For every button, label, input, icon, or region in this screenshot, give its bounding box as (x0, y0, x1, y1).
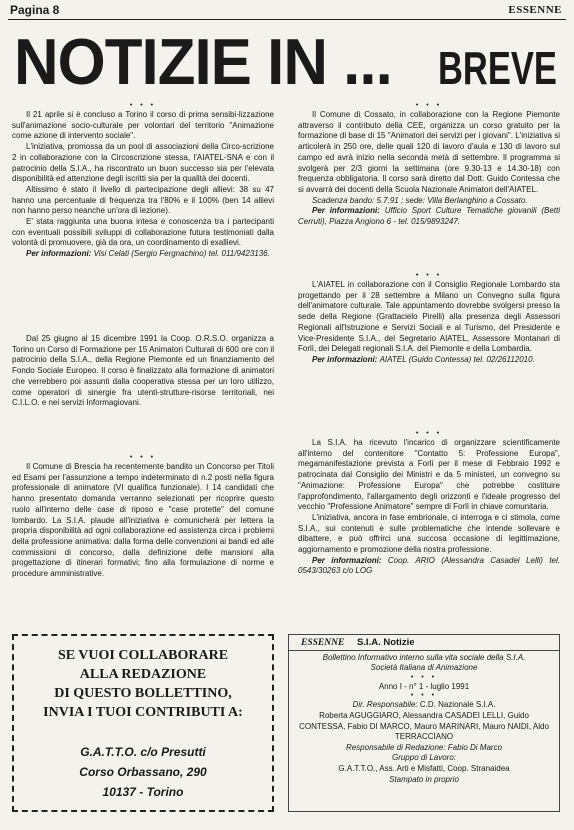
paragraph: Altissimo è stato il livello di partecipazione degli allievi: 38 su 47 hanno una percentuale di frequenza tra l'80% e il 100% (ben 14 allievi non hanno perso neanche un'ora di lezione). (12, 184, 274, 216)
paragraph: E' stata raggiunta una buona intesa e conoscenza tra i partecipanti con eventuali possibili sviluppi di collaborazione futura testimoniati dalla volontà di promuovere, già da ora, un coordinamento di exallievi. (12, 217, 274, 248)
deadline-line: Scadenza bando: 5.7.91 ; sede: Villa Berlanghino a Cossato. (312, 195, 528, 205)
director-text: C.D. Nazionale S.I.A. (419, 700, 496, 710)
director-label: Dir. Responsabile: (352, 700, 418, 710)
info-label: Per informazioni: (26, 249, 92, 259)
info-label: Per informazioni: (312, 555, 382, 565)
info-text: Ufficio Sport Culture Tematiche giovanili (Betti Cerruti), Piazza Angiono 6 - tel. 015/9893247. (298, 206, 560, 227)
page-number: Pagina 8 (10, 3, 60, 17)
info-line (298, 556, 560, 577)
issue-line: Anno I - n° 1 - luglio 1991 (378, 681, 470, 691)
paragraph: Il 21 aprile si è concluso a Torino il corso di prima sensibi-lizzazione sull'animazione socio-culturale per volontari del territorio "Animazione come azione di intervento sociale". (12, 110, 274, 141)
masthead-content (297, 638, 551, 785)
title-main: NOTIZIE IN ... (14, 25, 392, 98)
director-line (297, 700, 551, 711)
article-professione-europa (298, 430, 560, 577)
paragraph: Il Comune di Brescia ha recentemente bandito un Concorso per Titoli ed Esami per l'assunzione a tempo indeterminato di n.2 posti nella figura professionale di animatore (VI qualifica funzionale). I 14 candidati che hanno presentato domanda verranno selezionati per ricoprire questo ruolo all'interno delle case di riposo e "case protette" del comune lombardo. La S.I.A. plaude all'iniziativa e comunicherà per lettera la propria disponibilità ad ogni collaborazione ed assistenza circa i problemi della professione animativa: dalla forma delle convenzioni ai bandi ed alle commissioni di concorso, dalla definizione delle mansioni alla progettazione di itinerari formativi; fino alla formulazione di norme e procedure amministrative. (12, 462, 274, 579)
info-line (298, 355, 560, 366)
editor-line (297, 743, 551, 754)
article-brescia-concorso (12, 454, 274, 580)
paragraph: L'iniziativa, promossa da un pool di associazioni della Circo-scrizione 2 in collaborazione con la Circoscrizione stessa, l'AIATEL-SNA e con il patrocinio della S.I.A., ha riscontrato un buon successo sia per l'elevata disponibilità ed attenzione degli iscritti sia per la qualità dei docenti. (12, 142, 274, 184)
editor-text: Fabio Di Marco (447, 742, 503, 752)
ornament: • • • (415, 272, 443, 279)
paragraph: La S.I.A. ha ricevuto l'incarico di organizzare scientificamente all'interno del contenitore "Contatto 5: Professione Europa", megamanifestazione prevista a Forlì per il mese di Febbraio 1992 e patrocinata dal Consiglio dei Ministri e da 5 ministeri, un convegno su "Animazione: Professione Europa" che potrebbe costituire l'approfondimento, l'allargamento degli orizzonti e l'ideale progresso del vecchio "Professione Animatore" sempre di Forlì in chiave comunitaria. (298, 438, 560, 512)
info-text: AIATEL (Guido Contessa) tel. 02/26112010. (379, 354, 535, 364)
info-label: Per informazioni: (312, 354, 378, 364)
print-line: Stampato in proprio (389, 774, 459, 784)
collab-line: DI QUESTO BOLLETTINO, (54, 686, 232, 701)
group-label: Gruppo di Lavoro: (391, 753, 457, 763)
ornament: • • • (129, 454, 157, 461)
page-title (14, 26, 560, 98)
ornament: • • • (410, 673, 438, 681)
paragraph: Il Comune di Cossato, in collaborazione con la Regione Piemonte attraverso il contributo della CEE, organizza un corso gratuito per la formazione di base di 15 "Animatori dei servizi per i giovani". L'iniziativa si articolerà in 250 ore, delle quali 120 di lavoro d'aula e 130 di lavoro sul campo ed avrà inizio nella seconda metà di settembre. Il programma si svolgerà per 2/3 giorni la settimana (ore 9.30-13 e 14.30-18) con frequenza obbligatoria. Il corso sarà diretto dal Dott. Guido Contessa che si avvarrà dei docenti della Scuola Nazionale Animatori dell'AIATEL. (298, 110, 560, 194)
ornament: • • • (415, 430, 443, 437)
collab-line: SE VUOI COLLABORARE (57, 648, 229, 663)
ornament: • • • (415, 102, 443, 109)
collaboration-box (12, 634, 274, 812)
article-cossato-course (298, 102, 560, 228)
group-text: G.A.T.T.O., Ass. Arti e Misfatti, Coop. Stranaidea (338, 763, 510, 773)
address-line: Corso Orbassano, 290 (79, 765, 207, 779)
collab-address (14, 742, 272, 802)
collab-line: ALLA REDAZIONE (79, 667, 207, 682)
info-line (298, 206, 560, 227)
masthead-title (297, 638, 551, 649)
info-line (12, 249, 274, 260)
article-aiatel-convegno (298, 272, 560, 366)
masthead-desc: Bollettino Informativo interno sulla vita sociale della S.I.A. (322, 652, 526, 662)
masthead-brand: ESSENNE (301, 638, 345, 648)
collab-heading (14, 646, 272, 722)
header-rule (8, 19, 566, 20)
address-line: 10137 - Torino (102, 785, 184, 799)
collab-line: INVIA I TUOI CONTRIBUTI A: (43, 705, 243, 720)
ornament: • • • (129, 102, 157, 109)
address-line: G.A.T.T.O. c/o Presutti (80, 745, 206, 759)
editor-label: Responsabile di Redazione: (345, 742, 446, 752)
essenne-logo: ESSENNE (508, 4, 562, 16)
title-sub: BREVE (438, 42, 557, 94)
paragraph: L'iniziativa, ancora in fase embrionale, ci interroga e ci stimola, come S.I.A., sui contenuti e sulle problematiche che intende sollevare e dibattere, e può offrirci una succosa occasione di legittimazione, aggiornamento e promozione della nostra professione. (298, 512, 560, 555)
info-label: Per informazioni: (312, 206, 380, 216)
ornament: • • • (410, 692, 438, 700)
masthead-desc: Società Italiana di Animazione (370, 663, 478, 673)
article-orso-course (12, 334, 274, 409)
staff-names: Roberta AGUGGIARO, Alessandra CASADEI LELLI, Guido CONTESSA, Fabio DI MARCO, Mauro MARINARI, Mauro NAIDI, Aldo TERRACCIANO (299, 710, 549, 742)
article-torino-course (12, 102, 274, 260)
info-text: Visi Celati (Sergio Fergnachino) tel. 011/9423136. (93, 249, 270, 259)
masthead-box (288, 634, 560, 812)
paragraph: L'AIATEL in collaborazione con il Consiglio Regionale Lombardo sta progettando per il 28 settembre a Milano un Convegno sulla figura dell'animatore culturale. Tale appuntamento dovrebbe svolgersi presso la sede della Regione (Grattacielo Pirelli) alla presenza degli Assessori Regionali all'Istruzione e Servizi Sociali e al Turismo, del Presidente e Vice-Presidente S.I.A., del Segretario AIATEL, Assessore Montanari di Forlì, dei Delegati regionali S.I.A. del Piemonte e della Lombardia. (298, 280, 560, 354)
divider (289, 650, 559, 651)
masthead-name: S.I.A. Notizie (356, 637, 415, 648)
paragraph: Dal 25 giugno al 15 dicembre 1991 la Coop. O.R.S.O. organizza a Torino un Corso di Formazione per 15 Animatori Culturali di 600 ore con il patrocinio della S.I.A., della Regione Piemonte ed un finanziamento del Fondo Sociale Europeo. Il corso è finalizzato alla formazione di animatori che verrebbero poi assunti dalla cooperativa stessa per un loro utilizzo, come operatori di sinergie fra utenti-strutture-risorse territoriali, nei C.I.L.O. e nei servizi Informagiovani. (12, 334, 274, 408)
info-text: Coop. ARIO (Alessandra Casadei Lelli) tel. 0543/30263 c/o LOG (298, 555, 560, 576)
